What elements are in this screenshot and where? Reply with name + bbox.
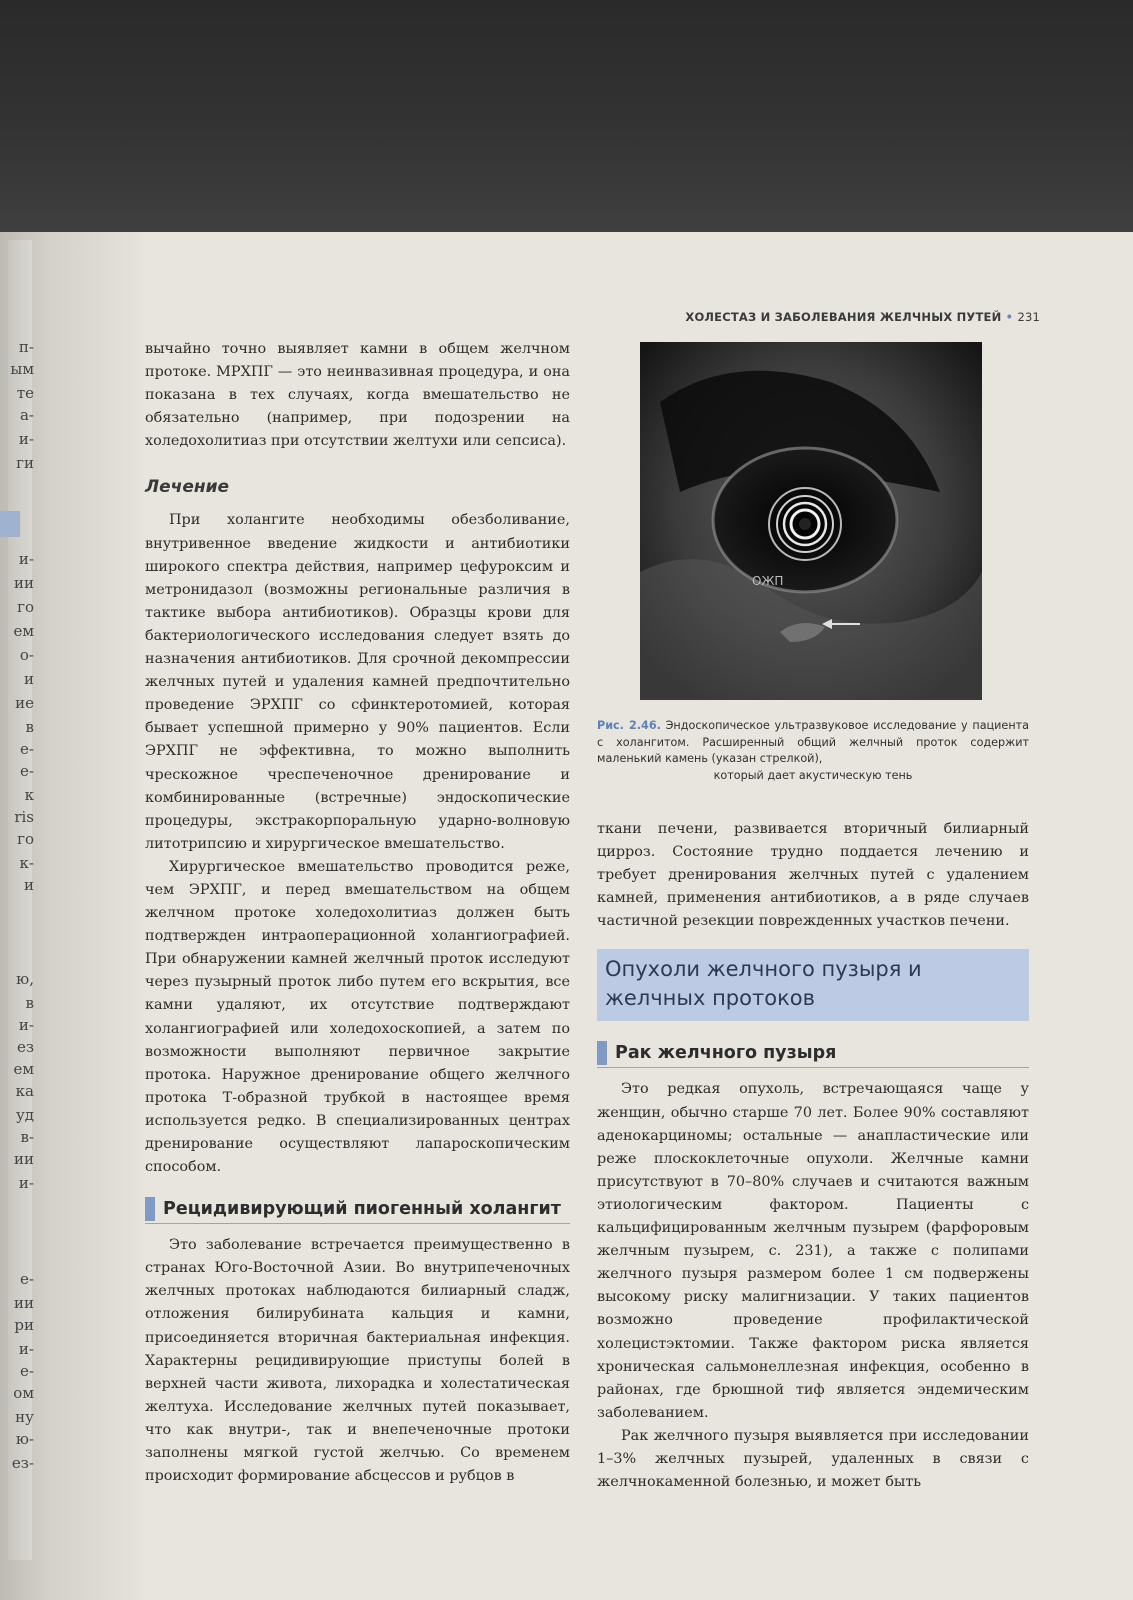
section-heading-gallbladder-cancer xyxy=(597,1041,1029,1068)
previous-page-section-bar xyxy=(0,511,20,537)
intro-paragraph: вычайно точно выявляет камни в общем желчном протоке. МРХПГ — это неинвазивная процедура, и она показана в тех случаях, когда вмешательство не обязательно (например, при подозрении на холедохолитиаз при отсутствии желтухи или сепсиса). xyxy=(145,341,570,450)
previous-page-fragment: и- xyxy=(18,1174,34,1192)
previous-page-fragment: и- xyxy=(18,430,34,448)
continuation-paragraph: ткани печени, развивается вторичный билиарный цирроз. Состояние трудно поддается лечению и требует дренирования желчных путей с удалением камней, применения антибиотиков, а в ряде случаев частичной резекции поврежденных участков печени. xyxy=(597,821,1029,930)
running-head-title: ХОЛЕСТАЗ И ЗАБОЛЕВАНИЯ ЖЕЛЧНЫХ ПУТЕЙ xyxy=(685,310,1002,324)
previous-page-fragment: те xyxy=(16,384,34,402)
previous-page-fragment: ю- xyxy=(15,1430,34,1448)
previous-page-fragment: ии xyxy=(14,574,34,592)
previous-page-fragment: ым xyxy=(10,360,34,378)
previous-page-fragment: е- xyxy=(20,762,34,780)
previous-page-fragment: ии xyxy=(14,1150,34,1168)
cholangitis-paragraph: Это заболевание встречается преимущественно в странах Юго-Восточной Азии. Во внутрипеченочных желчных протоках наблюдаются билиарный сладж, отложения билирубината кальция и камни, присоединяется вторичная бактериальная инфекция. Характерны рецидивирующие приступы болей в верхней части живота, лихорадка и холестатическая желтуха. Исследование желчных путей показывает, что как внутри-, так и внепеченочные протоки заполнены мягкой густой желчью. Со временем происходит формирование абсцессов и рубцов в xyxy=(145,1237,570,1485)
treatment-paragraph-2: Хирургическое вмешательство проводится реже, чем ЭРХПГ, и перед вмешательством на общем желчном протоке холедохолитиаз должен быть подтвержден интраоперационной холангиографией. При обнаружении камней желчный проток исследуют через пузырный проток либо путем его вскрытия, все камни удаляют, их отсутствие подтверждают холангиографией или холедохоскопией, а затем по возможности выполняют первичное закрытие протока. Наружное дренирование общего желчного протока Т-образной трубкой в настоящее время используется редко. В специализированных центрах дренирование осуществляют лапароскопическим способом. xyxy=(145,858,570,1176)
right-column xyxy=(597,818,1029,1494)
section-heading-text: Рецидивирующий пиогенный холангит xyxy=(163,1199,561,1220)
previous-page-fragment: ка xyxy=(15,1082,34,1100)
previous-page-fragment: уд xyxy=(15,1106,34,1124)
previous-page-fragment: ги xyxy=(16,454,34,472)
previous-page-fragment: и- xyxy=(18,1340,34,1358)
previous-page-fragment: и- xyxy=(18,1016,34,1034)
previous-page-fragment: и xyxy=(24,670,34,688)
chapter-heading-text: Опухоли желчного пузыря и желчных протоков xyxy=(605,957,922,1011)
previous-page-fragment: го xyxy=(17,830,34,848)
figure-caption-text: Эндоскопическое ультразвуковое исследование у пациента с холангитом. Расширенный общий желчный проток содержит маленький камень (указан стрелкой), xyxy=(597,719,1030,765)
previous-page-fragment: п- xyxy=(18,338,34,356)
running-head-separator: • xyxy=(1005,310,1014,324)
endoscopic-ultrasound-image xyxy=(640,342,982,700)
previous-page-fragment: ии xyxy=(14,1294,34,1312)
cbd-label: ОЖП xyxy=(752,574,784,588)
previous-page-fragment: к- xyxy=(19,854,34,872)
figure-caption-last-line: который дает акустическую тень xyxy=(713,768,913,782)
running-head xyxy=(620,310,1040,324)
previous-page-fragment: ез xyxy=(16,1038,34,1056)
chapter-heading-box xyxy=(597,949,1029,1021)
left-column xyxy=(145,338,570,1488)
treatment-paragraph-1: При холангите необходимы обезболивание, внутривенное введение жидкости и антибиотики широкого спектра действия, например цефуроксим и метронидазол (возможны региональные различия в тактике выбора антибиотиков). Образцы крови для бактериологического исследования следует взять до назначения антибиотиков. Для срочной декомпрессии желчных путей и удаления камней предпочтительно проведение ЭРХПГ со сфинктеротомией, которая бывает успешной примерно у 90% пациентов. Если ЭРХПГ не эффективна, то можно выполнить чрескожное чреспеченочное дренирование и комбинированные (встречные) эндоскопические процедуры, экстракорпоральную ударно-волновую литотрипсию и хирургическое вмешательство. xyxy=(145,512,570,852)
previous-page-fragment: и xyxy=(24,876,34,894)
gallbladder-cancer-paragraph-1: Это редкая опухоль, встречающаяся чаще у женщин, обычно старше 70 лет. Более 90% составляют аденокарциномы; остальные — анапластические или реже плоскоклеточные опухоли. Желчные камни присутствуют в 70–80% случаев и считаются важным этиологическим фактором. Пациенты с кальцифицированным желчным пузырем (фарфоровым желчным пузырем, с. 231), а также с полипами желчного пузыря размером более 1 см подвержены высокому риску малигнизации. У таких пациентов возможно проведение профилактической холецистэктомии. Также фактором риска является хроническая сальмонеллезная инфекция, особенно в районах, где брюшной тиф является эндемическим заболеванием. xyxy=(597,1081,1029,1421)
section-heading-pyogenic-cholangitis xyxy=(145,1197,570,1224)
section-heading-text: Рак желчного пузыря xyxy=(615,1043,837,1064)
gallbladder-cancer-paragraph-2: Рак желчного пузыря выявляется при исследовании 1–3% желчных пузырей, удаленных в связи с желчнокаменной болезнью, и может быть xyxy=(597,1427,1029,1491)
previous-page-fragment: ри xyxy=(14,1316,34,1334)
treatment-heading: Лечение xyxy=(145,477,230,498)
previous-page-fragment: го xyxy=(17,598,34,616)
page-number: 231 xyxy=(1017,310,1040,324)
figure-caption xyxy=(597,718,1029,784)
ultrasound-picture xyxy=(640,342,982,700)
figure-caption-label: Рис. 2.46. xyxy=(597,719,661,732)
section-bar-icon xyxy=(145,1197,155,1221)
previous-page-fragment: к xyxy=(24,786,34,804)
previous-page-fragment: е- xyxy=(20,1270,34,1288)
previous-page-fragment: ем xyxy=(13,1060,34,1078)
previous-page-fragment: е- xyxy=(20,740,34,758)
previous-page-fragment: е- xyxy=(20,1362,34,1380)
previous-page-fragment: в xyxy=(25,994,34,1012)
previous-page-fragment: ом xyxy=(13,1384,34,1402)
previous-page-fragment: ну xyxy=(15,1408,34,1426)
previous-page-fragment: ез- xyxy=(11,1454,34,1472)
previous-page-fragment: ем xyxy=(13,622,34,640)
section-bar-icon xyxy=(597,1041,607,1065)
previous-page-fragment: ие xyxy=(15,694,34,712)
previous-page-fragment: в- xyxy=(20,1128,34,1146)
scan-dark-band xyxy=(0,0,1133,232)
previous-page-fragment: ю, xyxy=(16,970,34,988)
previous-page-fragment: а- xyxy=(19,406,34,424)
previous-page-fragment: о- xyxy=(19,646,34,664)
previous-page-fragment: в xyxy=(25,718,34,736)
previous-page-fragment: и- xyxy=(18,550,34,568)
previous-page-fragment: ris xyxy=(14,808,34,826)
